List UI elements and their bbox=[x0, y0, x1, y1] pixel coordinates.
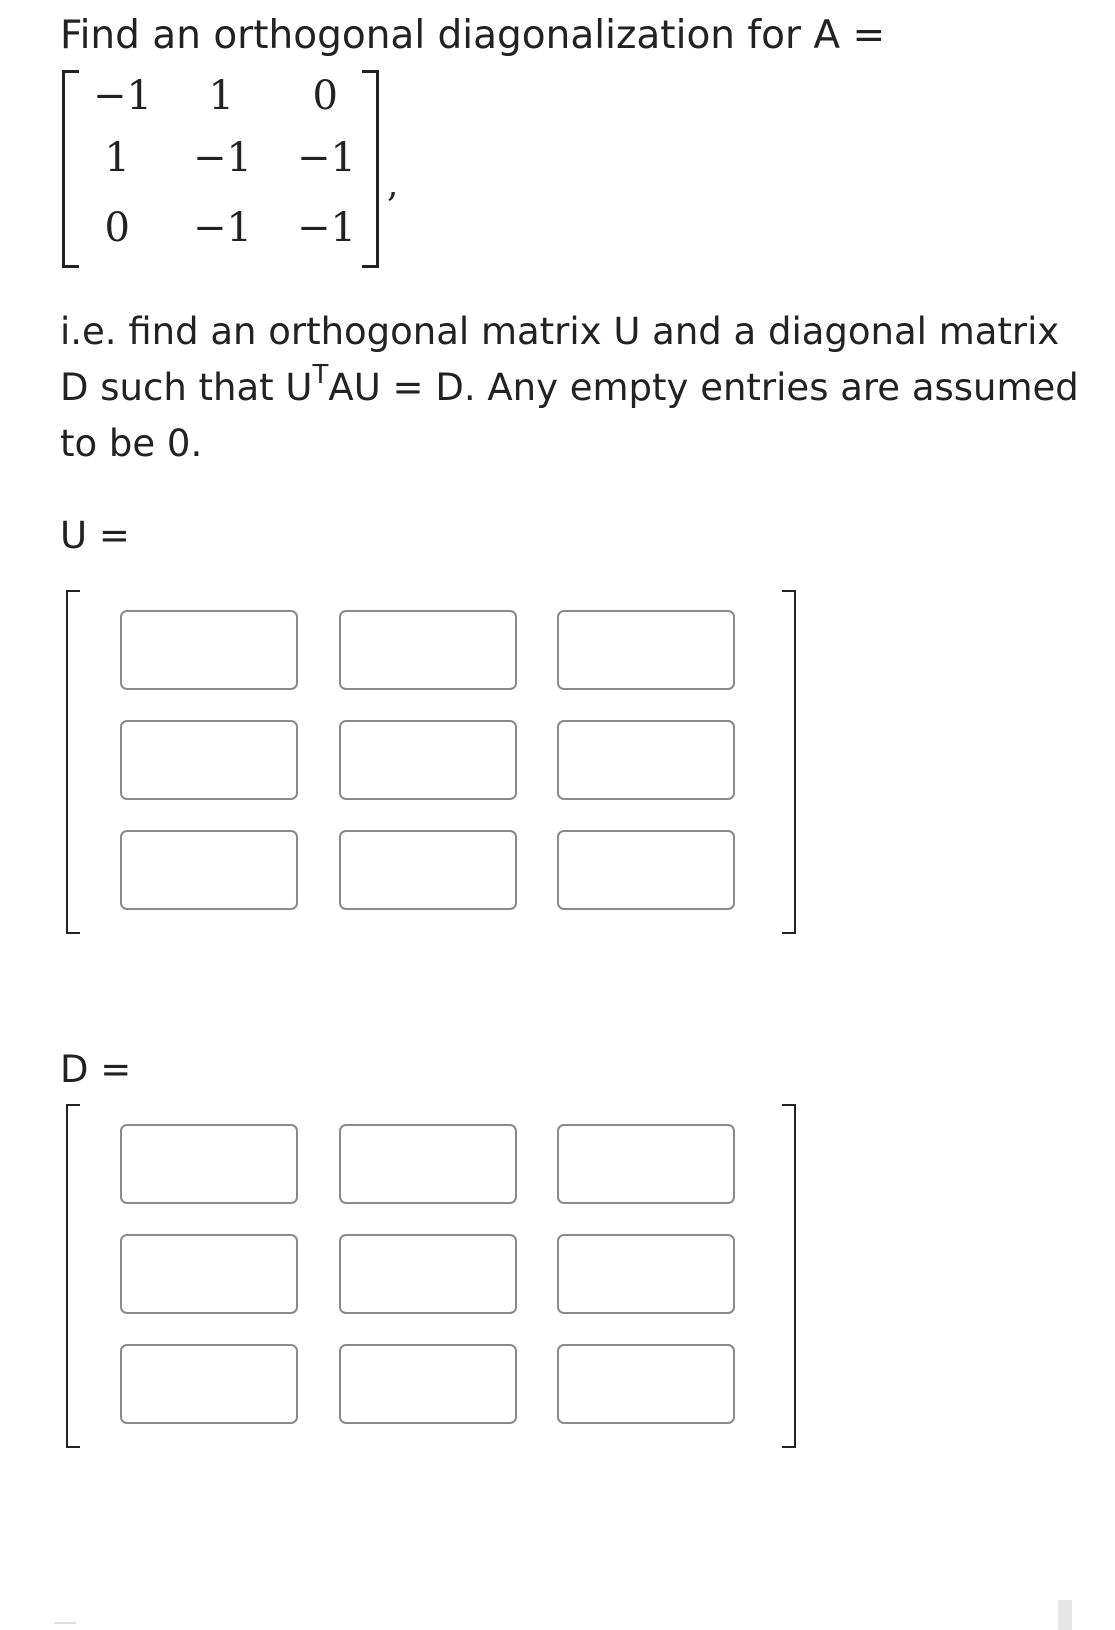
instruction-text bbox=[60, 304, 1090, 472]
instruction-part2: AU = D. Any empty entries are assumed to be 0. bbox=[60, 366, 1079, 465]
matrix-a-cell: 1 bbox=[104, 135, 130, 181]
u-matrix bbox=[66, 590, 796, 930]
u-entry-1-1[interactable] bbox=[120, 610, 298, 690]
matrix-a-cell: −1 bbox=[297, 135, 356, 181]
right-bracket bbox=[782, 1104, 796, 1448]
d-entry-2-2[interactable] bbox=[339, 1234, 517, 1314]
matrix-a-cell: −1 bbox=[297, 205, 356, 251]
matrix-a bbox=[62, 70, 399, 268]
u-entry-1-3[interactable] bbox=[557, 610, 735, 690]
d-matrix bbox=[66, 1104, 796, 1444]
question-prompt: Find an orthogonal diagonalization for A = bbox=[60, 13, 886, 58]
d-entry-3-3[interactable] bbox=[557, 1344, 735, 1424]
d-entry-3-1[interactable] bbox=[120, 1344, 298, 1424]
matrix-a-cell: 0 bbox=[312, 73, 338, 119]
instruction-part1: i.e. find an orthogonal matrix U and a diagonal matrix D such that U bbox=[60, 310, 1060, 409]
left-bracket bbox=[66, 1104, 80, 1448]
d-entry-1-1[interactable] bbox=[120, 1124, 298, 1204]
transpose-superscript: T bbox=[312, 359, 329, 390]
d-entry-1-3[interactable] bbox=[557, 1124, 735, 1204]
right-bracket bbox=[362, 70, 379, 268]
d-entry-3-2[interactable] bbox=[339, 1344, 517, 1424]
matrix-a-cell: 0 bbox=[104, 205, 130, 251]
u-entry-2-1[interactable] bbox=[120, 720, 298, 800]
d-entry-1-2[interactable] bbox=[339, 1124, 517, 1204]
u-entry-2-2[interactable] bbox=[339, 720, 517, 800]
matrix-a-cell: −1 bbox=[193, 135, 252, 181]
d-entry-2-1[interactable] bbox=[120, 1234, 298, 1314]
matrix-a-cell: 1 bbox=[208, 73, 234, 119]
divider bbox=[54, 1622, 76, 1624]
d-label: D = bbox=[60, 1048, 132, 1091]
u-entry-3-2[interactable] bbox=[339, 830, 517, 910]
d-entry-2-3[interactable] bbox=[557, 1234, 735, 1314]
matrix-a-cell: −1 bbox=[193, 205, 252, 251]
u-label: U = bbox=[60, 514, 130, 557]
left-bracket bbox=[66, 590, 80, 934]
right-bracket bbox=[782, 590, 796, 934]
u-entry-2-3[interactable] bbox=[557, 720, 735, 800]
matrix-a-comma: , bbox=[387, 164, 399, 205]
u-entry-3-3[interactable] bbox=[557, 830, 735, 910]
u-entry-1-2[interactable] bbox=[339, 610, 517, 690]
scrollbar[interactable] bbox=[1058, 1600, 1072, 1630]
u-entry-3-1[interactable] bbox=[120, 830, 298, 910]
matrix-a-cell: −1 bbox=[93, 73, 152, 119]
